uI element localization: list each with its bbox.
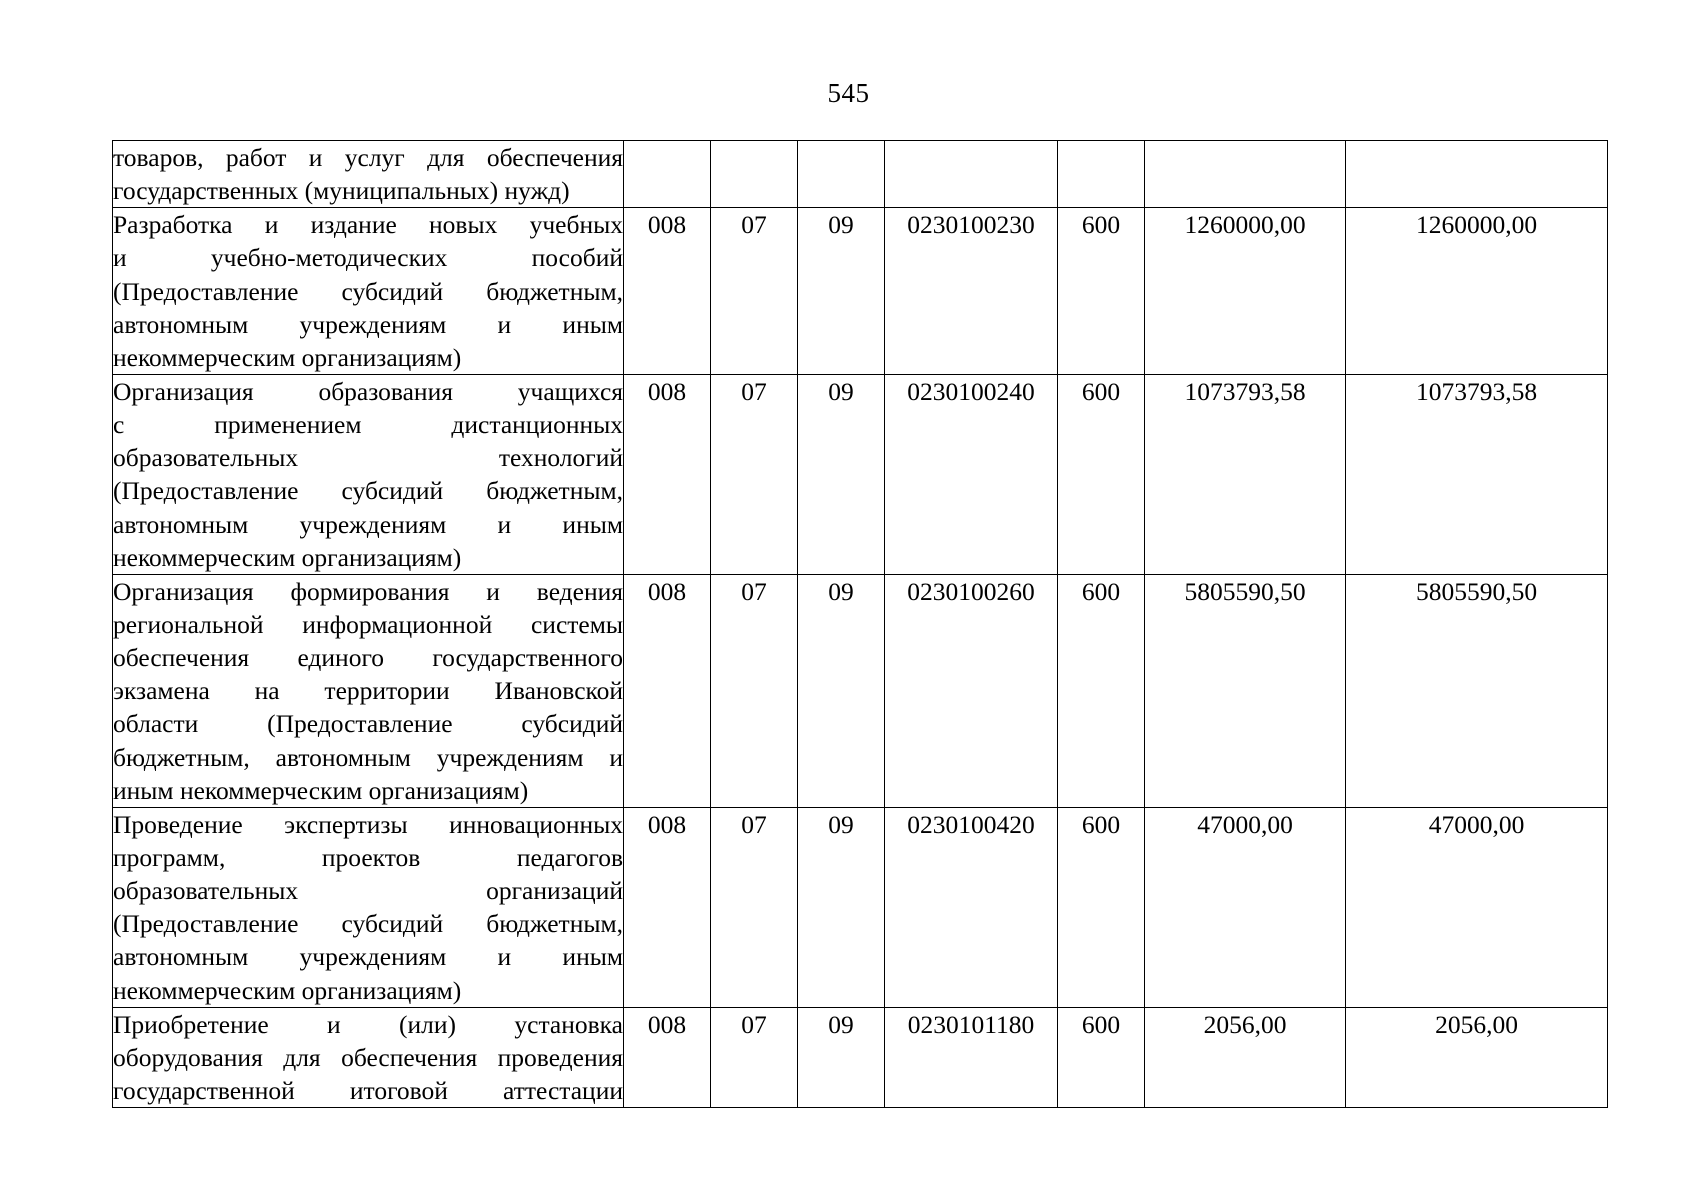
name-line: государственной итоговой аттестации bbox=[113, 1075, 623, 1105]
row-name-text bbox=[113, 208, 623, 374]
row-chief-code bbox=[624, 141, 711, 208]
row-section-code: 07 bbox=[711, 1007, 798, 1107]
row-amount-1: 47000,00 bbox=[1145, 807, 1346, 1007]
name-line: (Предоставление субсидий бюджетным, bbox=[113, 276, 623, 306]
row-target-code: 0230100240 bbox=[885, 374, 1058, 574]
row-name-cell bbox=[113, 807, 624, 1007]
name-line: Приобретение и (или) установка bbox=[113, 1009, 623, 1039]
row-name-text bbox=[113, 375, 623, 574]
name-line: бюджетным, автономным учреждениям и bbox=[113, 742, 623, 772]
row-subsection-code: 09 bbox=[798, 807, 885, 1007]
name-line: автономным учреждениям и иным bbox=[113, 942, 623, 972]
row-section-code bbox=[711, 141, 798, 208]
row-chief-code: 008 bbox=[624, 1007, 711, 1107]
row-chief-code: 008 bbox=[624, 574, 711, 807]
row-subsection-code: 09 bbox=[798, 574, 885, 807]
row-target-code: 0230100420 bbox=[885, 807, 1058, 1007]
name-line: экзамена на территории Ивановской bbox=[113, 676, 623, 706]
row-target-code: 0230101180 bbox=[885, 1007, 1058, 1107]
page-number: 545 bbox=[827, 78, 870, 108]
name-line: программ, проектов педагогов bbox=[113, 842, 623, 872]
name-line: некоммерческим организациям) bbox=[113, 342, 462, 372]
name-line: некоммерческим организациям) bbox=[113, 975, 462, 1005]
row-section-code: 07 bbox=[711, 574, 798, 807]
table-row bbox=[113, 574, 1608, 807]
row-expense-type bbox=[1058, 141, 1145, 208]
row-chief-code: 008 bbox=[624, 374, 711, 574]
name-line: иным некоммерческим организациям) bbox=[113, 775, 529, 805]
name-line: региональной информационной системы bbox=[113, 609, 623, 639]
name-line: с применением дистанционных bbox=[113, 410, 623, 440]
table-row bbox=[113, 208, 1608, 375]
budget-table-wrapper bbox=[112, 140, 1599, 1108]
row-amount-2 bbox=[1346, 141, 1608, 208]
name-line: образовательных технологий bbox=[113, 443, 623, 473]
row-section-code: 07 bbox=[711, 208, 798, 375]
row-expense-type: 600 bbox=[1058, 807, 1145, 1007]
name-line: обеспечения единого государственного bbox=[113, 643, 623, 673]
row-expense-type: 600 bbox=[1058, 1007, 1145, 1107]
name-line: области (Предоставление субсидий bbox=[113, 709, 623, 739]
row-amount-1 bbox=[1145, 141, 1346, 208]
name-line: некоммерческим организациям) bbox=[113, 542, 462, 572]
name-line: (Предоставление субсидий бюджетным, bbox=[113, 476, 623, 506]
row-target-code: 0230100230 bbox=[885, 208, 1058, 375]
row-name-cell bbox=[113, 141, 624, 208]
row-chief-code: 008 bbox=[624, 208, 711, 375]
name-line: и учебно-методических пособий bbox=[113, 243, 623, 273]
row-expense-type: 600 bbox=[1058, 208, 1145, 375]
row-target-code: 0230100260 bbox=[885, 574, 1058, 807]
name-line: автономным учреждениям и иным bbox=[113, 309, 623, 339]
name-line: Организация образования учащихся bbox=[113, 376, 623, 406]
table-row bbox=[113, 141, 1608, 208]
budget-table-body bbox=[113, 141, 1608, 1108]
name-line: Проведение экспертизы инновационных bbox=[113, 809, 623, 839]
row-chief-code: 008 bbox=[624, 807, 711, 1007]
row-subsection-code: 09 bbox=[798, 1007, 885, 1107]
name-line: Организация формирования и ведения bbox=[113, 576, 623, 606]
row-section-code: 07 bbox=[711, 807, 798, 1007]
row-name-cell bbox=[113, 574, 624, 807]
budget-table bbox=[112, 140, 1608, 1108]
row-amount-2: 2056,00 bbox=[1346, 1007, 1608, 1107]
name-line: (Предоставление субсидий бюджетным, bbox=[113, 909, 623, 939]
row-subsection-code: 09 bbox=[798, 208, 885, 375]
row-subsection-code bbox=[798, 141, 885, 208]
row-amount-1: 2056,00 bbox=[1145, 1007, 1346, 1107]
name-line: товаров, работ и услуг для обеспечения bbox=[113, 143, 623, 172]
row-amount-2: 5805590,50 bbox=[1346, 574, 1608, 807]
table-row bbox=[113, 374, 1608, 574]
row-section-code: 07 bbox=[711, 374, 798, 574]
row-amount-2: 47000,00 bbox=[1346, 807, 1608, 1007]
name-line: автономным учреждениям и иным bbox=[113, 509, 623, 539]
row-name-text bbox=[113, 1008, 623, 1107]
row-amount-1: 1260000,00 bbox=[1145, 208, 1346, 375]
row-name-cell bbox=[113, 1007, 624, 1107]
name-line: Разработка и издание новых учебных bbox=[113, 210, 623, 240]
row-name-cell bbox=[113, 374, 624, 574]
table-row bbox=[113, 1007, 1608, 1107]
row-amount-1: 5805590,50 bbox=[1145, 574, 1346, 807]
row-subsection-code: 09 bbox=[798, 374, 885, 574]
row-amount-1: 1073793,58 bbox=[1145, 374, 1346, 574]
row-amount-2: 1260000,00 bbox=[1346, 208, 1608, 375]
row-name-cell bbox=[113, 208, 624, 375]
row-name-text bbox=[113, 808, 623, 1007]
row-target-code bbox=[885, 141, 1058, 208]
row-expense-type: 600 bbox=[1058, 374, 1145, 574]
name-line: государственных (муниципальных) нужд) bbox=[113, 176, 570, 206]
row-name-text bbox=[113, 575, 623, 807]
name-line: оборудования для обеспечения проведения bbox=[113, 1042, 623, 1072]
name-line: образовательных организаций bbox=[113, 876, 623, 906]
row-name-text bbox=[113, 141, 623, 207]
row-amount-2: 1073793,58 bbox=[1346, 374, 1608, 574]
table-row bbox=[113, 807, 1608, 1007]
row-expense-type: 600 bbox=[1058, 574, 1145, 807]
